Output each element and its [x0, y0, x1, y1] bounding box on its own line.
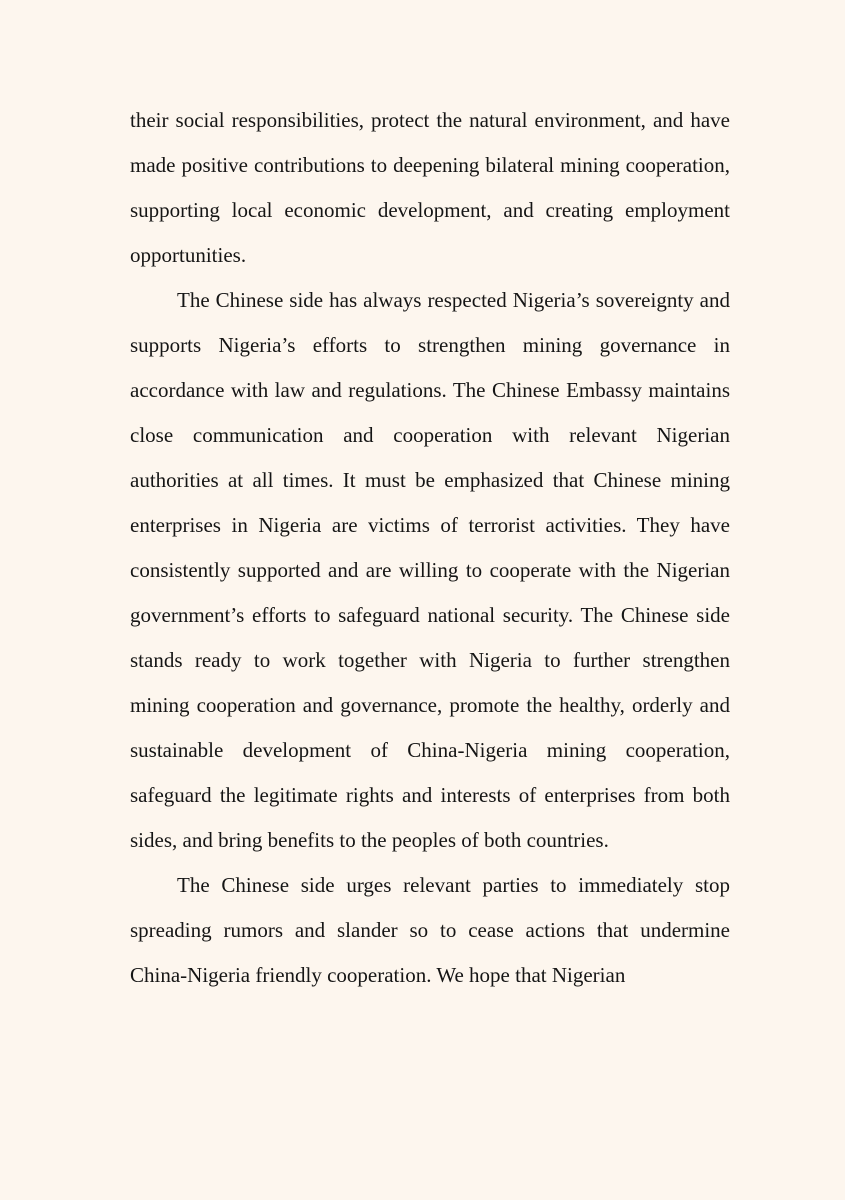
paragraph-chinese-side-respect: The Chinese side has always respected Nigeria’s sovereignty and supports Nigeria’s efforts to strengthen mining governance in accordance with law and regulations. The Chinese Embassy maintains close communication and cooperation with relevant Nigerian authorities at all times. It must be emphasized that Chinese mining enterprises in Nigeria are victims of terrorist activities. They have consistently supported and are willing to cooperate with the Nigerian government’s efforts to safeguard national security. The Chinese side stands ready to work together with Nigeria to further strengthen mining cooperation and governance, promote the healthy, orderly and sustainable development of China-Nigeria mining cooperation, safeguard the legitimate rights and interests of enterprises from both sides, and bring benefits to the peoples of both countries. — [130, 288, 730, 852]
paragraph-chinese-side-urges: The Chinese side urges relevant parties to immediately stop spreading rumors and slander so to cease actions that undermine China-Nigeria friendly cooperation. We hope that Nigerian — [130, 873, 730, 987]
paragraph-continued: their social responsibilities, protect the natural environment, and have made positive contributions to deepening bilateral mining cooperation, supporting local economic development, and creating employment opportunities. — [130, 108, 730, 267]
document-body — [130, 98, 730, 998]
